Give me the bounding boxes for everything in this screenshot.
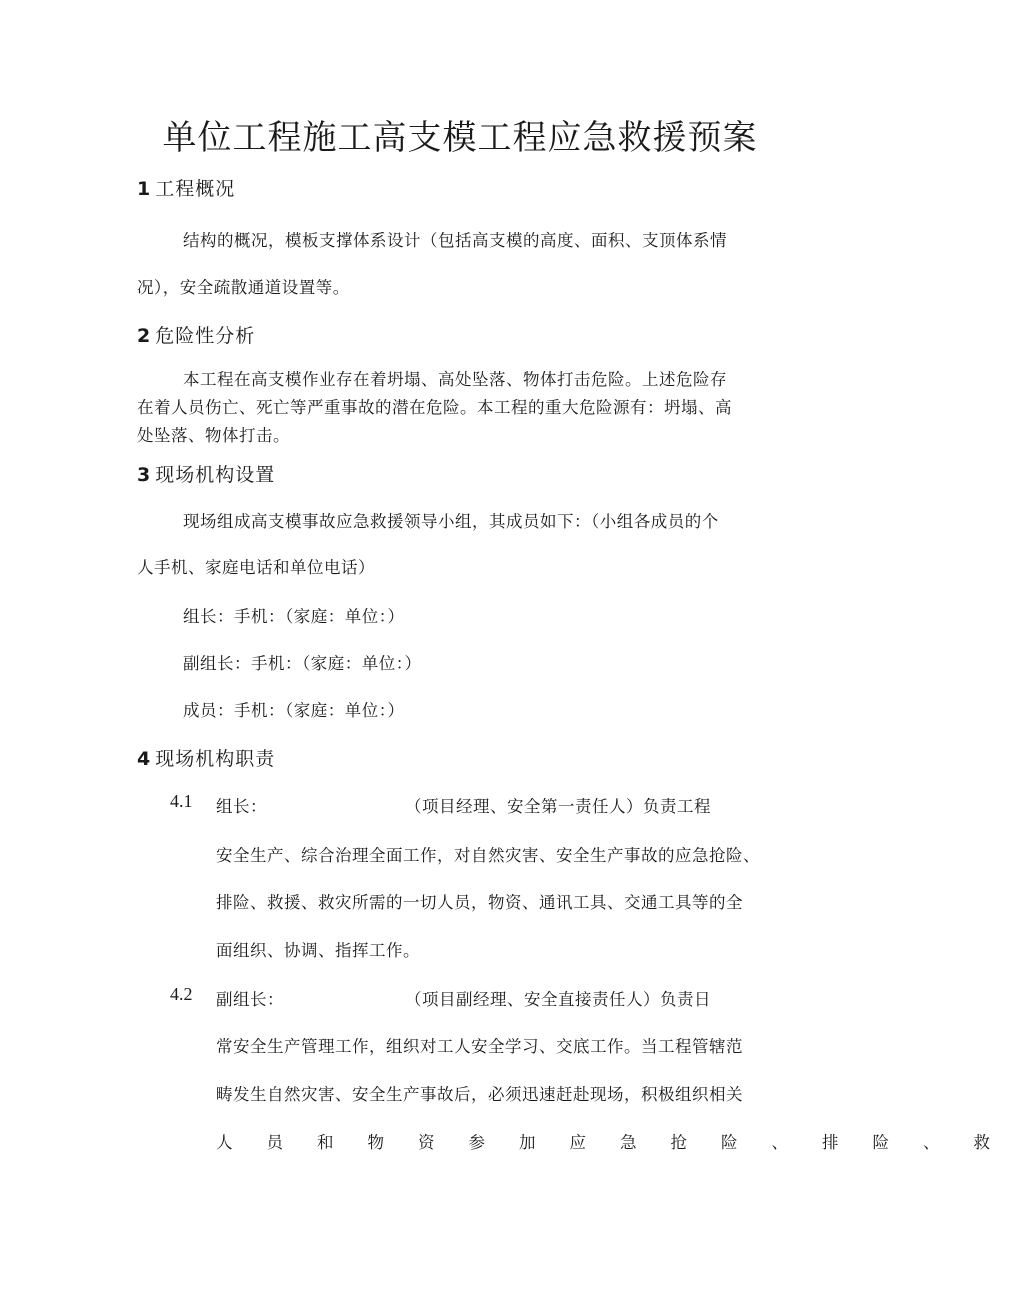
paragraph-line: 常安全生产管理工作，组织对工人安全学习、交底工作。当工程管辖范 (216, 1037, 743, 1056)
section-title: 危险性分析 (155, 325, 256, 347)
paragraph-line: 本工程在高支模作业存在着坍塌、高处坠落、物体打击危险。上述危险存 (183, 370, 727, 389)
subsection-number: 4.2 (170, 984, 193, 1004)
paragraph-line: 在着人员伤亡、死亡等严重事故的潜在危险。本工程的重大危险源有：坍塌、高 (137, 398, 732, 417)
member-line-leader: 组长：手机：（家庭：单位：） (183, 607, 405, 626)
section-number: 4 (137, 748, 152, 770)
subsection-role: （项目经理、安全第一责任人）负责工程 (405, 797, 711, 816)
paragraph-line: 畴发生自然灾害、安全生产事故后，必须迅速赶赴现场，积极组织相关 (216, 1085, 743, 1104)
section-number: 1 (137, 178, 152, 200)
paragraph-line: 面组织、协调、指挥工作。 (216, 941, 420, 960)
subsection-label: 组长： (216, 797, 267, 816)
member-line-member: 成员：手机：（家庭：单位：） (183, 701, 405, 720)
paragraph-line: 处坠落、物体打击。 (137, 426, 290, 445)
paragraph-line: 人员和物资参加应急抢险、排险、救 (216, 1133, 1024, 1152)
section-heading-2 (137, 321, 255, 348)
paragraph-line: 人手机、家庭电话和单位电话） (137, 558, 375, 577)
paragraph-line: 安全生产、综合治理全面工作，对自然灾害、安全生产事故的应急抢险、 (216, 846, 760, 865)
subsection-role: （项目副经理、安全直接责任人）负责日 (405, 990, 711, 1009)
paragraph-line: 现场组成高支模事故应急救援领导小组，其成员如下：（小组各成员的个 (183, 512, 719, 531)
member-line-deputy: 副组长：手机：（家庭：单位：） (183, 654, 422, 673)
section-number: 3 (137, 464, 152, 486)
section-title: 现场机构职责 (155, 748, 276, 770)
paragraph-line: 结构的概况，模板支撑体系设计（包括高支模的高度、面积、支顶体系情 (183, 231, 727, 250)
section-heading-3 (137, 460, 275, 487)
subsection-label: 副组长： (216, 990, 284, 1009)
paragraph-line: 况），安全疏散通道设置等。 (137, 278, 350, 297)
document-title: 单位工程施工高支模工程应急救援预案 (162, 118, 758, 158)
section-title: 现场机构设置 (155, 464, 276, 486)
section-heading-1 (137, 174, 235, 201)
section-heading-4 (137, 744, 275, 771)
subsection-number: 4.1 (170, 791, 193, 811)
section-number: 2 (137, 325, 152, 347)
paragraph-line: 排险、救援、救灾所需的一切人员，物资、通讯工具、交通工具等的全 (216, 893, 743, 912)
section-title: 工程概况 (155, 178, 236, 200)
